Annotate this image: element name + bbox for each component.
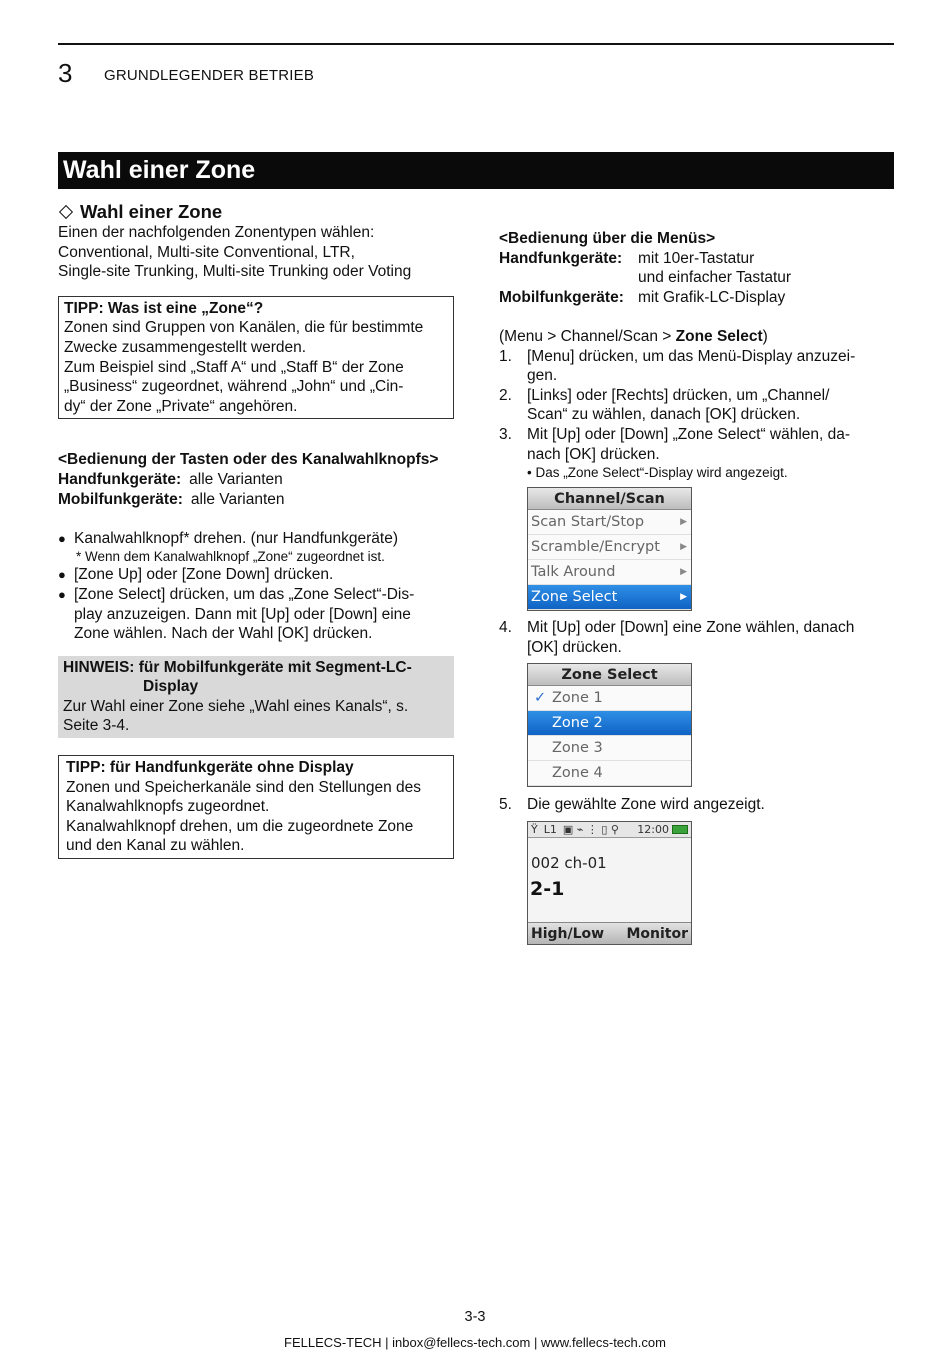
chevron-right-icon: ▶	[680, 567, 687, 578]
tip-line: und den Kanal zu wählen.	[66, 837, 245, 855]
lcd-zone-item	[528, 736, 691, 761]
handheld-label: Handfunkgeräte:	[499, 249, 623, 267]
intro-line: Conventional, Multi-site Conventional, LTR,	[58, 243, 355, 261]
lcd-time: 12:00	[637, 822, 669, 836]
tip-line: dy“ der Zone „Private“ angehören.	[64, 397, 298, 415]
lcd-channel-name: 002 ch-01	[531, 853, 607, 872]
tip-line: Zonen sind Gruppen von Kanälen, die für bestimmte	[64, 319, 424, 337]
step-2	[499, 386, 894, 425]
lcd-menu-item	[528, 535, 691, 560]
chevron-right-icon: ▶	[680, 592, 687, 603]
bullet-text: Kanalwahlknopf* drehen. (nur Handfunkgeräte)	[74, 529, 398, 547]
mobile-value: mit Grafik-LC-Display	[638, 288, 786, 306]
hinweis-title: HINWEIS: für Mobilfunkgeräte mit Segment-LC-	[63, 658, 412, 676]
hinweis-box	[58, 656, 454, 738]
bullet-item	[58, 565, 454, 585]
lcd-channel-scan	[527, 487, 692, 611]
keys-mobile	[58, 490, 454, 510]
menu-path	[499, 327, 894, 347]
step-number: 5.	[499, 796, 512, 814]
handheld-value-cont: und einfacher Tastatur	[638, 269, 792, 287]
lcd-menu-label: Scan Start/Stop	[531, 514, 645, 531]
lcd-menu-label: Scramble/Encrypt	[531, 539, 660, 556]
tip-line: Kanalwahlknopfs zugeordnet.	[66, 798, 270, 816]
step-text: Mit [Up] oder [Down] „Zone Select“ wählen, da-	[527, 425, 851, 443]
step-text: gen.	[527, 367, 558, 385]
lcd-status-bar	[528, 822, 691, 838]
step-1	[499, 347, 894, 386]
step-text: Mit [Up] oder [Down] eine Zone wählen, danach	[527, 619, 855, 637]
lcd-zone-item	[528, 686, 691, 711]
lcd-menu-item	[528, 510, 691, 535]
step-5	[499, 795, 894, 815]
subheading-text: Wahl einer Zone	[80, 201, 223, 222]
lcd-zone-label: Zone 4	[552, 765, 603, 782]
step-number: 3.	[499, 425, 512, 443]
softkey-right: Monitor	[626, 925, 688, 942]
bullet-text: [Zone Select] drücken, um das „Zone Select“-Dis-	[74, 585, 415, 603]
handheld-value: mit 10er-Tastatur	[638, 249, 755, 267]
menu-path-suffix: )	[762, 327, 768, 345]
left-column	[58, 201, 454, 859]
bullet-text: [Zone Up] oder [Zone Down] drücken.	[74, 566, 334, 584]
tip-title: TIPP: Was ist eine „Zone“?	[64, 299, 264, 317]
lcd-main-display	[527, 821, 692, 945]
chapter-number: 3	[58, 58, 73, 88]
tip-line: Zonen und Speicherkanäle sind den Stellungen des	[66, 778, 422, 796]
lcd-menu-label: Talk Around	[531, 564, 616, 581]
battery-icon	[672, 825, 688, 834]
bullet-text: play anzuzeigen. Dann mit [Up] oder [Down] eine	[74, 605, 411, 623]
bullet-icon: ●	[58, 567, 66, 583]
lcd-zone-label: Zone 3	[552, 740, 603, 757]
keys-handheld	[58, 470, 454, 490]
page-number: 3-3	[464, 1309, 486, 1325]
lcd-menu-item	[528, 560, 691, 585]
step-4	[499, 618, 894, 657]
check-icon: ✓	[534, 690, 547, 707]
lcd-zone-item-selected	[528, 711, 691, 736]
tip-line: Zwecke zusammengestellt werden.	[64, 338, 307, 356]
lcd-status-text: L1	[543, 822, 557, 836]
lcd-menu-label: Zone Select	[531, 589, 618, 606]
tip-line: Kanalwahlknopf drehen, um die zugeordnete Zone	[66, 817, 414, 835]
step-note: • Das „Zone Select“-Display wird angezeigt.	[527, 465, 788, 481]
tip-line: „Business“ zugeordnet, während „John“ und „Cin-	[64, 378, 404, 396]
antenna-icon: Ÿ	[531, 822, 538, 836]
menu-mobile	[499, 288, 894, 308]
step-number: 2.	[499, 386, 512, 404]
lcd-header: Zone Select	[528, 664, 691, 686]
step-text: Scan“ zu wählen, danach [OK] drücken.	[527, 406, 801, 424]
lcd-zone-item	[528, 761, 691, 786]
intro-line: Single-site Trunking, Multi-site Trunking oder Voting	[58, 263, 412, 281]
lcd-softkeys	[528, 922, 691, 944]
lcd-zone-label: Zone 2	[552, 715, 603, 732]
lcd-zone-channel: 2-1	[530, 877, 565, 900]
bullet-note: * Wenn dem Kanalwahlknopf „Zone“ zugeordnet ist.	[76, 549, 385, 565]
section-title: Wahl einer Zone	[58, 152, 894, 189]
bullet-icon: ●	[58, 530, 66, 546]
keys-heading: <Bedienung der Tasten oder des Kanalwahlknopfs>	[58, 451, 439, 469]
bullet-item	[58, 529, 454, 549]
right-column	[499, 229, 894, 945]
lcd-zone-label: Zone 1	[552, 690, 603, 707]
chapter-title: GRUNDLEGENDER BETRIEB	[104, 67, 315, 84]
mobile-label: Mobilfunkgeräte:	[58, 490, 183, 508]
step-text: nach [OK] drücken.	[527, 445, 660, 463]
footer-text: FELLECS-TECH | inbox@fellecs-tech.com | www.fellecs-tech.com	[284, 1335, 666, 1350]
subheading	[58, 201, 454, 223]
tip-line: Zum Beispiel sind „Staff A“ und „Staff B“ der Zone	[64, 358, 404, 376]
top-rule	[58, 43, 894, 45]
menu-path-target: Zone Select	[675, 327, 763, 345]
lcd-zone-select	[527, 663, 692, 787]
hinweis-title-cont: Display	[143, 678, 199, 696]
intro-line: Einen der nachfolgenden Zonentypen wählen:	[58, 224, 375, 241]
hinweis-line: Zur Wahl einer Zone siehe „Wahl eines Kanals“, s.	[63, 697, 409, 715]
handheld-value: alle Varianten	[189, 470, 283, 488]
step-3	[499, 425, 894, 464]
tip-box-zone	[58, 296, 454, 420]
menu-heading: <Bedienung über die Menüs>	[499, 230, 716, 247]
handheld-label: Handfunkgeräte:	[58, 470, 182, 488]
mobile-label: Mobilfunkgeräte:	[499, 288, 624, 306]
bullet-item	[58, 585, 454, 644]
step-text: [Links] oder [Rechts] drücken, um „Channel/	[527, 386, 830, 404]
chevron-right-icon: ▶	[680, 517, 687, 528]
tip-box-no-display	[58, 755, 454, 859]
step-text: [OK] drücken.	[527, 638, 622, 656]
diamond-icon	[59, 205, 73, 219]
menu-path-prefix: (Menu > Channel/Scan >	[499, 327, 676, 345]
tip-title: TIPP: für Handfunkgeräte ohne Display	[66, 759, 354, 777]
step-number: 1.	[499, 347, 512, 365]
chevron-right-icon: ▶	[680, 542, 687, 553]
step-number: 4.	[499, 619, 512, 637]
menu-handheld	[499, 249, 894, 269]
hinweis-line: Seite 3-4.	[63, 717, 130, 735]
mobile-value: alle Varianten	[190, 490, 285, 508]
lcd-menu-item-selected	[528, 585, 691, 610]
step-text: [Menu] drücken, um das Menü-Display anzuzei-	[527, 347, 856, 365]
step-text: Die gewählte Zone wird angezeigt.	[527, 796, 765, 814]
lcd-header: Channel/Scan	[528, 488, 691, 510]
bullet-icon: ●	[58, 586, 66, 602]
bullet-text: Zone wählen. Nach der Wahl [OK] drücken.	[74, 625, 373, 643]
softkey-left: High/Low	[531, 925, 605, 942]
status-icons: ▣ ⌁ ⋮ ▯ ⚲	[562, 822, 619, 836]
